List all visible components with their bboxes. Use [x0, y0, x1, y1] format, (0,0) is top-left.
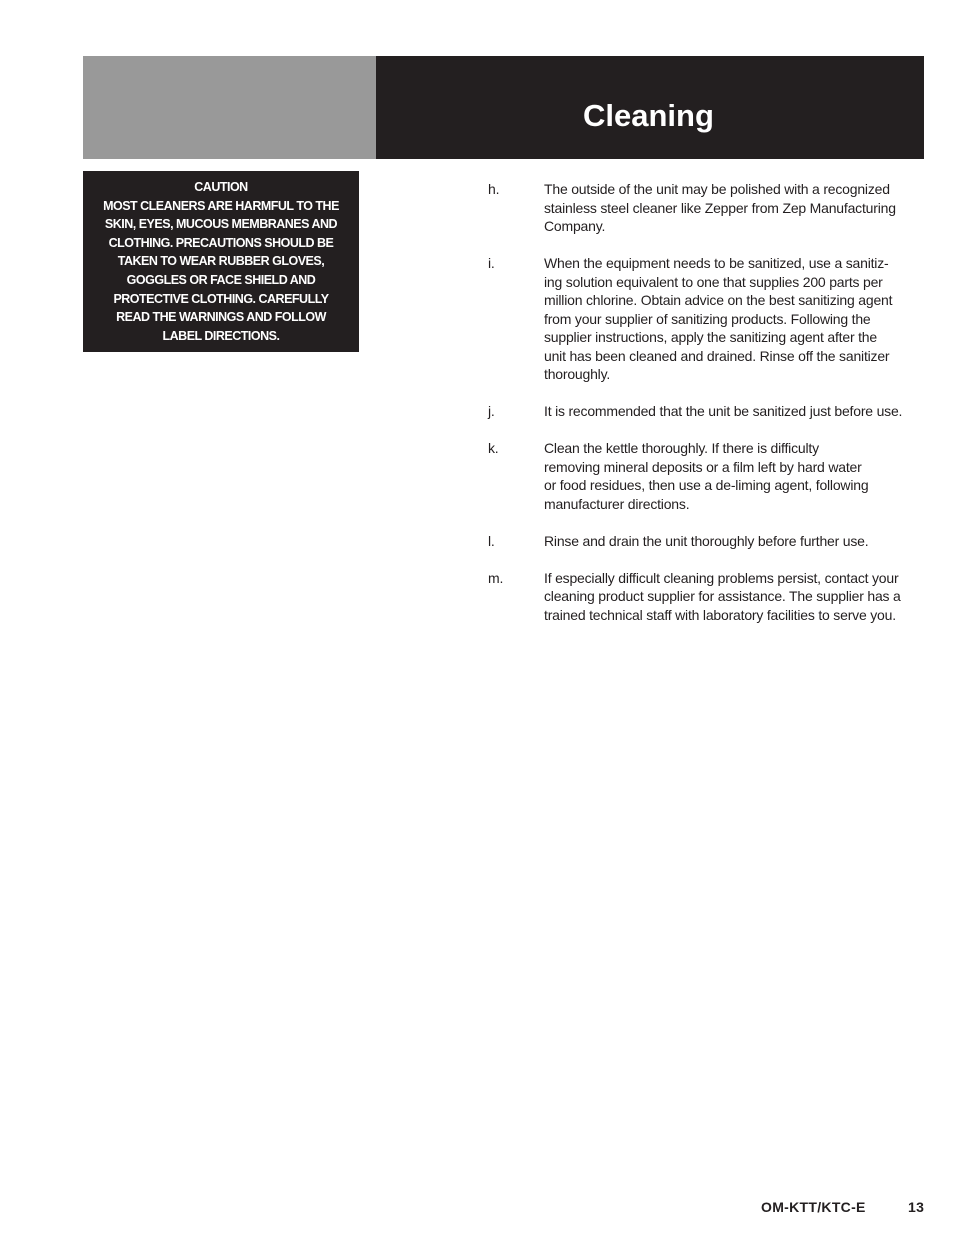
step-text [544, 254, 928, 384]
step-text [544, 402, 928, 421]
step-j [488, 402, 928, 421]
step-text-line: or food residues, then use a de-liming agent, following [544, 477, 869, 493]
caution-line: GOGGLES OR FACE SHIELD AND [126, 272, 316, 287]
step-text-line: cleaning product supplier for assistance. The supplier has a [544, 588, 901, 604]
caution-line: TAKEN TO WEAR RUBBER GLOVES, [117, 254, 325, 269]
step-text [544, 439, 928, 513]
step-text-line: The outside of the unit may be polished with a recognized [544, 181, 890, 197]
header-title-bar [376, 56, 924, 159]
step-text-line: ing solution equivalent to one that supplies 200 parts per [544, 273, 883, 290]
step-text [544, 532, 928, 551]
step-text-line: removing mineral deposits or a film left by hard water [544, 458, 862, 475]
step-letter: m. [488, 569, 504, 586]
footer-doc-code: OM-KTT/KTC-E [761, 1199, 866, 1215]
step-letter: h. [488, 181, 500, 197]
step-text-line: If especially difficult cleaning problems persist, contact your [544, 569, 899, 586]
step-letter: k. [488, 440, 499, 456]
step-text-line: When the equipment needs to be sanitized, use a sanitiz- [544, 255, 889, 271]
step-text-line: unit has been cleaned and drained. Rinse off the sanitizer [544, 347, 890, 364]
caution-box [83, 171, 359, 352]
step-text-line: stainless steel cleaner like Zepper from Zep Manufacturing [544, 199, 896, 216]
caution-line: CLOTHING. PRECAUTIONS SHOULD BE [108, 235, 334, 250]
header-gray-block [83, 56, 376, 159]
step-text-line: from your supplier of sanitizing products. Following the [544, 310, 871, 327]
caution-line: LABEL DIRECTIONS. [162, 328, 280, 343]
step-i [488, 254, 928, 384]
footer-page-number: 13 [908, 1199, 925, 1215]
step-k [488, 439, 928, 513]
cleaning-steps-list [488, 180, 928, 643]
step-text-line: Company. [544, 218, 606, 234]
step-text-line: Rinse and drain the unit thoroughly before further use. [544, 532, 869, 549]
step-letter: i. [488, 255, 495, 271]
step-text [544, 180, 928, 236]
step-text-line: trained technical staff with laboratory facilities to serve you. [544, 606, 896, 623]
step-text [544, 569, 928, 625]
step-text-line: million chlorine. Obtain advice on the best sanitizing agent [544, 292, 893, 308]
step-letter: j. [488, 403, 495, 419]
step-h [488, 180, 928, 236]
step-text-line: It is recommended that the unit be sanitized just before use. [544, 403, 903, 419]
step-text-line: supplier instructions, apply the sanitizing agent after the [544, 329, 877, 345]
caution-line: READ THE WARNINGS AND FOLLOW [116, 310, 326, 325]
step-text-line: manufacturer directions. [544, 495, 690, 512]
step-text-line: thoroughly. [544, 366, 611, 382]
caution-line: MOST CLEANERS ARE HARMFUL TO THE [103, 198, 339, 213]
step-letter: l. [488, 532, 495, 549]
caution-line: SKIN, EYES, MUCOUS MEMBRANES AND [104, 217, 338, 232]
step-text-line: Clean the kettle thoroughly. If there is difficulty [544, 440, 819, 456]
caution-title: CAUTION [194, 180, 248, 194]
caution-line: PROTECTIVE CLOTHING. CAREFULLY [113, 291, 329, 306]
step-l [488, 532, 928, 551]
step-m [488, 569, 928, 625]
page-title: Cleaning [583, 98, 714, 133]
